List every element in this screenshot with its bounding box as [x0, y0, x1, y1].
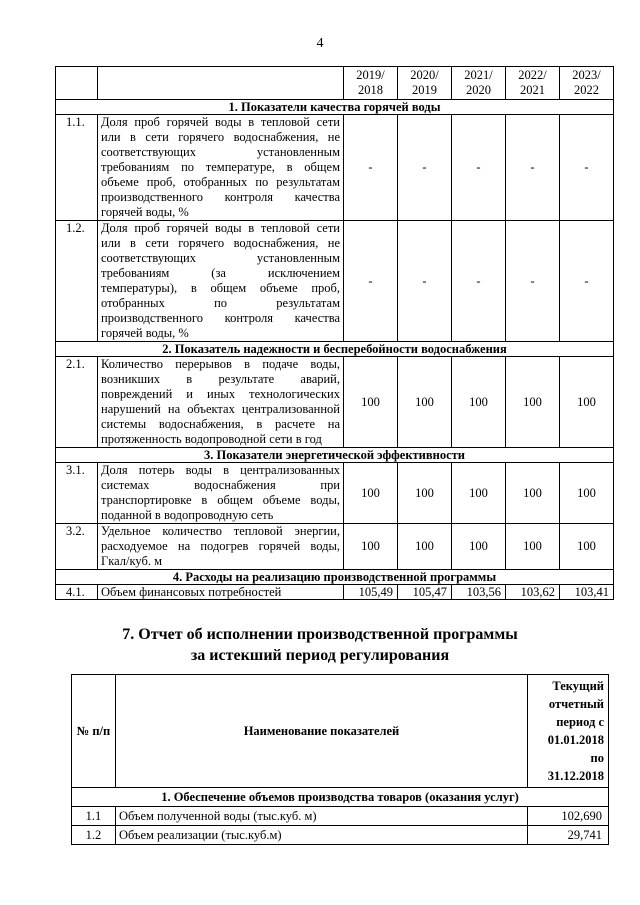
report-table: [71, 674, 609, 845]
row-value: 100: [398, 463, 452, 524]
table-row: [56, 357, 614, 448]
row-value: 100: [560, 524, 614, 570]
row-value: 103,56: [452, 585, 506, 600]
row-value: -: [560, 221, 614, 342]
row-name: Доля проб горячей воды в тепловой сети или в сети горячего водоснабжения, не соответствующих установленным требованиям (за исключением температуры), в общем объеме проб, отобранных по результатам производственного контроля качества горячей воды, %: [98, 221, 344, 342]
row-value: -: [344, 115, 398, 221]
row-value: 29,741: [528, 826, 609, 845]
row-number: 1.1: [72, 807, 116, 826]
col-header-name: Наименование показателей: [115, 675, 527, 788]
year-header: 2021/ 2020: [452, 67, 506, 100]
table-row: [56, 524, 614, 570]
col-header-num: № п/п: [72, 675, 116, 788]
table-row: [56, 463, 614, 524]
year-header: 2019/ 2018: [344, 67, 398, 100]
header-empty-num: [56, 67, 98, 100]
row-name: Объем реализации (тыс.куб.м): [115, 826, 527, 845]
row-value: 102,690: [528, 807, 609, 826]
row-name: Доля проб горячей воды в тепловой сети или в сети горячего водоснабжения, не соответствующих установленным требованиям по температуре, в общем объеме проб, отобранных по результатам производственного контроля качества горячей воды, %: [98, 115, 344, 221]
table-row: [72, 826, 609, 845]
row-value: 100: [398, 357, 452, 448]
row-value: 100: [452, 524, 506, 570]
section-heading: 3. Показатели энергетической эффективности: [56, 448, 614, 463]
row-value: 105,47: [398, 585, 452, 600]
table-row: [56, 115, 614, 221]
row-value: 100: [506, 463, 560, 524]
row-value: -: [506, 115, 560, 221]
row-name: Удельное количество тепловой энергии, расходуемое на подогрев горячей воды, Гкал/куб. м: [98, 524, 344, 570]
row-value: 100: [452, 357, 506, 448]
row-value: -: [398, 221, 452, 342]
section-heading: 2. Показатель надежности и бесперебойности водоснабжения: [56, 342, 614, 357]
row-name: Объем финансовых потребностей: [98, 585, 344, 600]
header-row: [56, 67, 614, 100]
row-number: 4.1.: [56, 585, 98, 600]
row-number: 1.2.: [56, 221, 98, 342]
row-value: -: [506, 221, 560, 342]
row-value: 100: [344, 357, 398, 448]
row-value: 100: [560, 463, 614, 524]
col-header-current-period: Текущий отчетный период с 01.01.2018 по 31.12.2018: [528, 675, 609, 788]
row-name: Объем полученной воды (тыс.куб. м): [115, 807, 527, 826]
section-subtitle: за истекший период регулирования: [190, 647, 450, 664]
year-header: 2022/ 2021: [506, 67, 560, 100]
row-name: Количество перерывов в подаче воды, возникших в результате аварий, повреждений и иных технологических нарушений на объектах централизованной системы водоснабжения, в расчете на протяженность водопроводной сети в год: [98, 357, 344, 448]
row-name: Доля потерь воды в централизованных системах водоснабжения при транспортировке в общем объеме воды, поданной в водопроводную сеть: [98, 463, 344, 524]
row-value: -: [452, 221, 506, 342]
row-number: 1.1.: [56, 115, 98, 221]
row-value: 103,62: [506, 585, 560, 600]
page-number: 4: [316, 36, 324, 51]
row-number: 3.1.: [56, 463, 98, 524]
section-heading: 1. Обеспечение объемов производства товаров (оказания услуг): [72, 788, 609, 807]
row-value: 100: [506, 524, 560, 570]
row-value: -: [344, 221, 398, 342]
header-row: [72, 675, 609, 788]
row-value: -: [398, 115, 452, 221]
row-value: 103,41: [560, 585, 614, 600]
table-row: [56, 585, 614, 600]
section-heading: 1. Показатели качества горячей воды: [56, 100, 614, 115]
row-value: 100: [398, 524, 452, 570]
row-value: 100: [560, 357, 614, 448]
year-header: 2020/ 2019: [398, 67, 452, 100]
header-empty-name: [98, 67, 344, 100]
year-header: 2023/ 2022: [560, 67, 614, 100]
table-row: [56, 221, 614, 342]
row-number: 2.1.: [56, 357, 98, 448]
targets-table: [55, 66, 614, 600]
row-number: 1.2: [72, 826, 116, 845]
section-heading: 4. Расходы на реализацию производственной программы: [56, 570, 614, 585]
row-value: 100: [452, 463, 506, 524]
section-title: 7. Отчет об исполнении производственной программы: [122, 626, 518, 643]
row-value: 100: [344, 463, 398, 524]
row-number: 3.2.: [56, 524, 98, 570]
row-value: -: [452, 115, 506, 221]
table-row: [72, 807, 609, 826]
row-value: -: [560, 115, 614, 221]
row-value: 105,49: [344, 585, 398, 600]
row-value: 100: [506, 357, 560, 448]
row-value: 100: [344, 524, 398, 570]
